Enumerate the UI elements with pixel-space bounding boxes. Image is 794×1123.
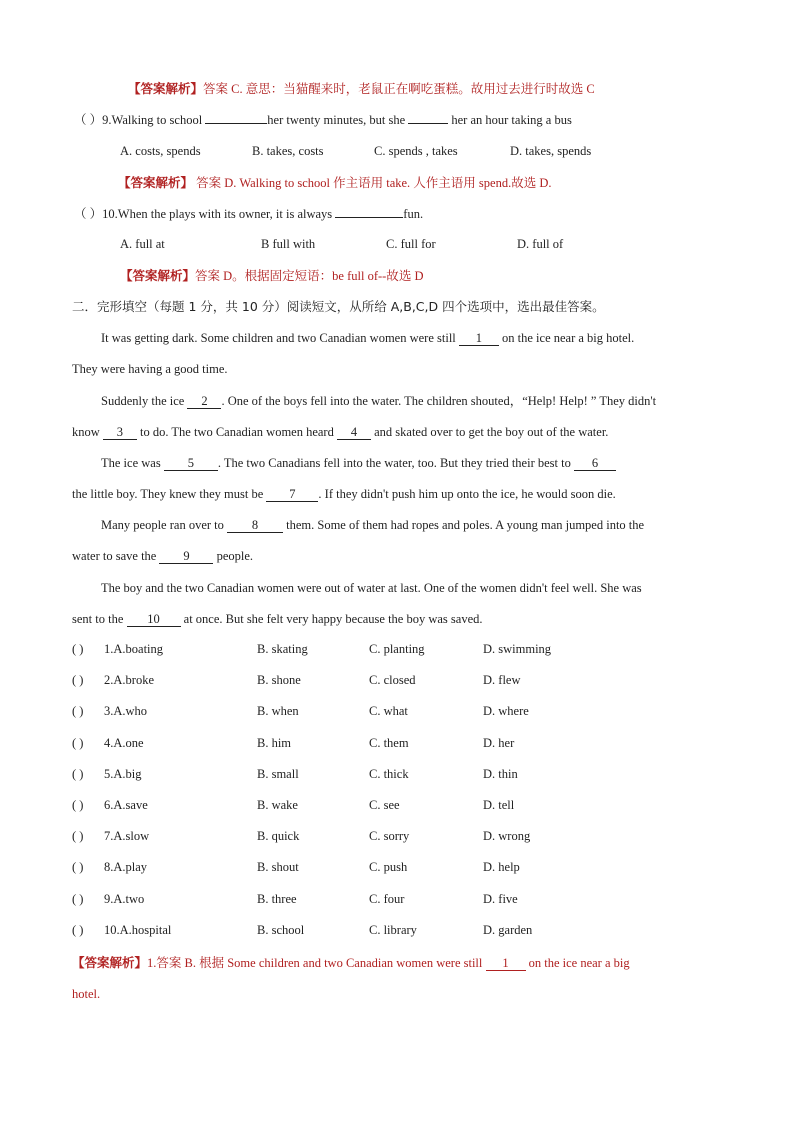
- option-c: C. them: [369, 736, 409, 750]
- option-b: B. takes, costs: [252, 144, 324, 158]
- passage-text: . The two Canadians fell into the water, too. But they tried their best to: [217, 456, 571, 470]
- blank-10[interactable]: 10: [127, 613, 181, 627]
- blank-7[interactable]: 7: [266, 488, 318, 502]
- answer-blank[interactable]: [205, 123, 267, 124]
- answer-paren[interactable]: ( ): [72, 736, 84, 750]
- answer-paren[interactable]: ( ): [72, 923, 84, 937]
- option-d: D. five: [483, 892, 518, 906]
- answer-blank[interactable]: [408, 123, 448, 124]
- question-stem: her twenty minutes, but she: [267, 113, 406, 127]
- blank-3[interactable]: 3: [103, 426, 137, 440]
- analysis-tag: 【答案解析】: [118, 176, 194, 190]
- answer-paren[interactable]: ( ): [72, 704, 84, 718]
- option-c: C. full for: [386, 237, 436, 251]
- analysis-text: 答案 C. 意思：当猫醒来时，老鼠正在啊吃蛋糕。故用过去进行时故选 C: [203, 82, 595, 96]
- analysis-text: on the ice near a big: [528, 956, 630, 970]
- blank-4[interactable]: 4: [337, 426, 371, 440]
- option-b: B. skating: [257, 642, 308, 656]
- passage-line: [101, 330, 634, 346]
- option-c: C. four: [369, 892, 405, 906]
- option-a: 6.A.save: [104, 798, 148, 812]
- option-b: B. him: [257, 736, 292, 750]
- blank-1: 1: [486, 957, 526, 971]
- option-c: C. sorry: [369, 829, 410, 843]
- question-9: [74, 112, 572, 128]
- passage-text: . If they didn't push him up onto the ice, he would soon die.: [318, 487, 616, 501]
- passage-text: to do. The two Canadian women heard: [140, 425, 334, 439]
- passage-text: know: [72, 425, 100, 439]
- answer-paren[interactable]: ( ): [72, 673, 84, 687]
- q10-analysis: [120, 268, 423, 284]
- passage-text: on the ice near a big hotel.: [502, 331, 635, 345]
- analysis-text: 1.答案 B. 根据 Some children and two Canadian women were still: [147, 956, 483, 970]
- passage-text: It was getting dark. Some children and two Canadian women were still: [101, 331, 456, 345]
- blank-8[interactable]: 8: [227, 519, 283, 533]
- analysis-tag: 【答案解析】: [128, 82, 204, 96]
- option-a: 1.A.boating: [104, 642, 164, 656]
- answer-paren[interactable]: ( ): [72, 892, 84, 906]
- answer-blank[interactable]: [335, 217, 403, 218]
- section-heading: 二．完形填空（每题 1 分，共 10 分）阅读短文，从所给 A,B,C,D 四个选项中，选出最佳答案。: [72, 299, 605, 314]
- blank-9[interactable]: 9: [159, 550, 213, 564]
- answer-paren[interactable]: ( ): [72, 829, 84, 843]
- passage-text: . One of the boys fell into the water. The children shouted，“Help! Help! ” They didn't: [221, 394, 657, 408]
- option-c: C. see: [369, 798, 400, 812]
- option-c: C. library: [369, 923, 417, 937]
- passage-line: [101, 517, 644, 533]
- q9-analysis: [118, 175, 551, 191]
- answer-paren[interactable]: ( ): [72, 767, 84, 781]
- question-stem: fun.: [403, 207, 424, 221]
- final-analysis-cont: hotel.: [72, 987, 101, 1001]
- analysis-text: 答案 D。根据固定短语：be full of--故选 D: [195, 269, 424, 283]
- option-b: B. small: [257, 767, 299, 781]
- option-d: D. where: [483, 704, 529, 718]
- option-d: D. her: [483, 736, 515, 750]
- option-c: C. closed: [369, 673, 416, 687]
- answer-paren[interactable]: ( ): [72, 642, 84, 656]
- answer-paren[interactable]: ( ): [72, 860, 84, 874]
- passage-line: [72, 486, 616, 502]
- option-a: 2.A.broke: [104, 673, 154, 687]
- passage-text: The ice was: [101, 456, 161, 470]
- final-analysis: [72, 955, 630, 971]
- passage-line: The boy and the two Canadian women were out of water at last. One of the women didn't feel well. She was: [101, 581, 642, 595]
- option-c: C. spends , takes: [374, 144, 458, 158]
- passage-text: Suddenly the ice: [101, 394, 185, 408]
- question-10: [74, 206, 423, 222]
- question-stem: 9.Walking to school: [102, 113, 203, 127]
- option-d: D. wrong: [483, 829, 531, 843]
- option-b: B. three: [257, 892, 297, 906]
- question-stem: her an hour taking a bus: [451, 113, 572, 127]
- passage-text: people.: [216, 549, 254, 563]
- option-c: C. what: [369, 704, 408, 718]
- blank-5[interactable]: 5: [164, 457, 218, 471]
- analysis-tag: 【答案解析】: [72, 956, 148, 970]
- answer-paren: （ ）: [74, 113, 103, 127]
- option-d: D. help: [483, 860, 520, 874]
- option-d: D. thin: [483, 767, 518, 781]
- blank-6[interactable]: 6: [574, 457, 616, 471]
- option-d: D. swimming: [483, 642, 552, 656]
- answer-paren[interactable]: ( ): [72, 798, 84, 812]
- analysis-tag: 【答案解析】: [120, 269, 196, 283]
- option-b: B. when: [257, 704, 299, 718]
- option-b: B. shout: [257, 860, 299, 874]
- option-a: 4.A.one: [104, 736, 144, 750]
- option-a: 8.A.play: [104, 860, 148, 874]
- passage-text: sent to the: [72, 612, 124, 626]
- option-c: C. planting: [369, 642, 425, 656]
- option-b: B full with: [261, 237, 316, 251]
- option-d: D. flew: [483, 673, 521, 687]
- option-d: D. takes, spends: [510, 144, 592, 158]
- blank-2[interactable]: 2: [187, 395, 221, 409]
- option-d: D. tell: [483, 798, 515, 812]
- passage-text: and skated over to get the boy out of the water.: [374, 425, 609, 439]
- passage-line: [72, 611, 483, 627]
- option-a: 3.A.who: [104, 704, 148, 718]
- analysis-text: 答案 D. Walking to school 作主语用 take. 人作主语用 spend.故选 D.: [193, 176, 552, 190]
- passage-line: [72, 548, 253, 564]
- option-c: C. push: [369, 860, 408, 874]
- question-stem: 10.When the plays with its owner, it is always: [102, 207, 333, 221]
- passage-line: [101, 455, 616, 471]
- option-a: 5.A.big: [104, 767, 142, 781]
- passage-text: Many people ran over to: [101, 518, 224, 532]
- option-b: B. quick: [257, 829, 300, 843]
- option-d: D. full of: [517, 237, 564, 251]
- option-a: 7.A.slow: [104, 829, 150, 843]
- option-d: D. garden: [483, 923, 533, 937]
- passage-text: at once. But she felt very happy because the boy was saved.: [183, 612, 483, 626]
- option-a: A. costs, spends: [120, 144, 201, 158]
- option-a: A. full at: [120, 237, 165, 251]
- answer-paren: （ ）: [74, 207, 103, 221]
- passage-line: They were having a good time.: [72, 362, 228, 376]
- blank-1[interactable]: 1: [459, 332, 499, 346]
- option-b: B. wake: [257, 798, 298, 812]
- passage-line: [72, 424, 608, 440]
- option-a: 10.A.hospital: [104, 923, 172, 937]
- passage-text: water to save the: [72, 549, 157, 563]
- q8-analysis: [128, 81, 595, 97]
- passage-text: the little boy. They knew they must be: [72, 487, 264, 501]
- option-b: B. shone: [257, 673, 301, 687]
- option-a: 9.A.two: [104, 892, 145, 906]
- passage-line: [101, 393, 656, 409]
- passage-text: them. Some of them had ropes and poles. A young man jumped into the: [286, 518, 645, 532]
- option-b: B. school: [257, 923, 305, 937]
- option-c: C. thick: [369, 767, 409, 781]
